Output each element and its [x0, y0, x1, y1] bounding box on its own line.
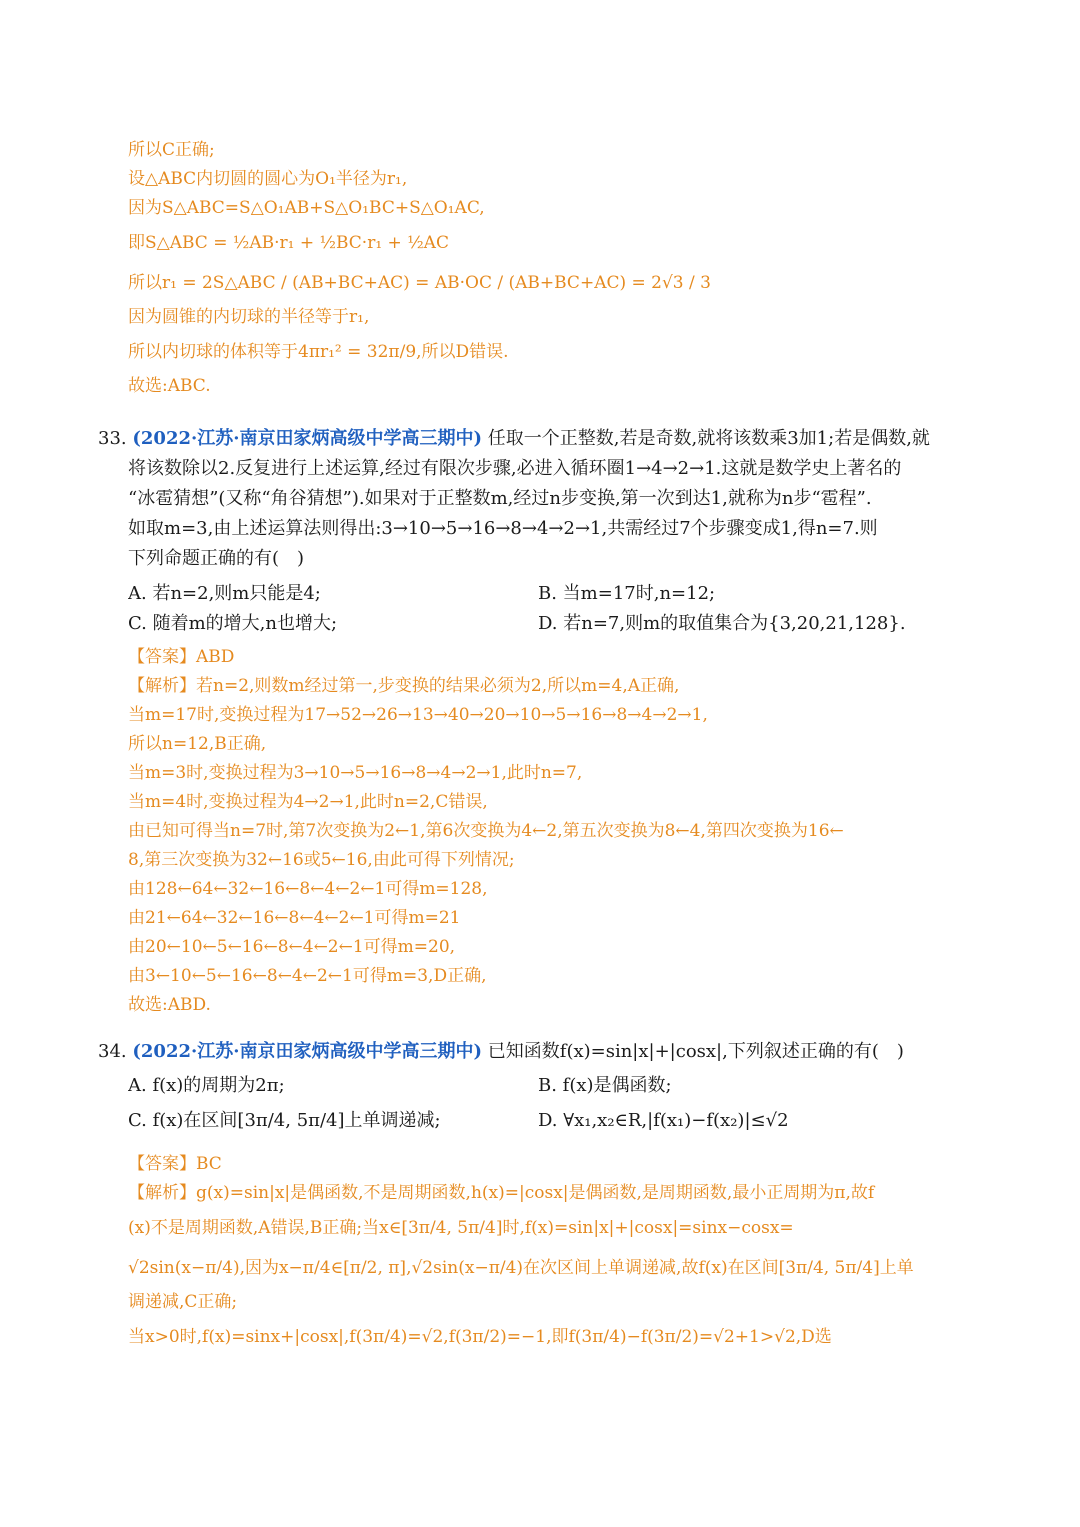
- analysis-line: 由20←10←5←16←8←4←2←1可得m=20,: [128, 937, 456, 957]
- analysis-line: 由128←64←32←16←8←4←2←1可得m=128,: [128, 879, 488, 899]
- solution-line: 即S△ABC = ½AB·r₁ + ½BC·r₁ + ½AC: [128, 233, 449, 253]
- question-source: (2022·江苏·南京田家炳高级中学高三期中): [132, 428, 483, 449]
- option-b: B. 当m=17时,n=12;: [538, 583, 716, 604]
- analysis-line: 由3←10←5←16←8←4←2←1可得m=3,D正确,: [128, 966, 487, 986]
- analysis-line: (x)不是周期函数,A错误,B正确;当x∈[3π/4, 5π/4]时,f(x)=sin|x|+|cosx|=sinx−cosx=: [128, 1218, 794, 1238]
- solution-line: 所以内切球的体积等于4πr₁² = 32π/9,所以D错误.: [128, 342, 509, 362]
- option-b: B. f(x)是偶函数;: [538, 1075, 672, 1096]
- question-stem: 如取m=3,由上述运算法则得出:3→10→5→16→8→4→2→1,共需经过7个步骤变成1,得n=7.则: [128, 518, 878, 539]
- analysis-line: 若n=2,则数m经过第一,步变换的结果必须为2,所以m=4,A正确,: [196, 676, 680, 696]
- question-stem: 下列命题正确的有( ): [128, 548, 305, 569]
- question-stem: 将该数除以2.反复进行上述运算,经过有限次步骤,必进入循环圈1→4→2→1.这就是数学史上著名的: [128, 458, 902, 479]
- analysis-line: √2sin(x−π/4),因为x−π/4∈[π/2, π],√2sin(x−π/4)在次区间上单调递减,故f(x)在区间[3π/4, 5π/4]上单: [128, 1258, 914, 1278]
- answer-tag: 【答案】: [128, 1154, 196, 1174]
- analysis-line: 由21←64←32←16←8←4←2←1可得m=21: [128, 908, 461, 928]
- analysis-tag: 【解析】: [128, 1183, 196, 1203]
- option-a: A. f(x)的周期为2π;: [128, 1075, 285, 1096]
- solution-line: 因为S△ABC=S△O₁AB+S△O₁BC+S△O₁AC,: [128, 198, 485, 218]
- answer-33: [128, 643, 988, 1020]
- answer-tag: 【答案】: [128, 647, 196, 667]
- answer-value: ABD: [196, 647, 235, 667]
- option-c: C. 随着m的增大,n也增大;: [128, 613, 338, 634]
- question-number: 34.: [98, 1041, 127, 1062]
- analysis-line: 当m=3时,变换过程为3→10→5→16→8→4→2→1,此时n=7,: [128, 763, 583, 783]
- question-stem: “冰雹猜想”(又称“角谷猜想”).如果对于正整数m,经过n步变换,第一次到达1,就称为n步“雹程”.: [128, 488, 872, 509]
- solution-line: 所以r₁ = 2S△ABC / (AB+BC+AC) = AB·OC / (AB+BC+AC) = 2√3 / 3: [128, 273, 711, 293]
- option-d: D. 若n=7,则m的取值集合为{3,20,21,128}.: [538, 613, 906, 634]
- analysis-line: 当m=17时,变换过程为17→52→26→13→40→20→10→5→16→8→4→2→1,: [128, 705, 708, 725]
- options-34: [128, 1071, 988, 1141]
- question-number: 33.: [98, 428, 127, 449]
- analysis-line: 当m=4时,变换过程为4→2→1,此时n=2,C错误,: [128, 792, 488, 812]
- analysis-line: 8,第三次变换为32←16或5←16,由此可得下列情况;: [128, 850, 515, 870]
- question-stem: 任取一个正整数,若是奇数,就将该数乘3加1;若是偶数,就: [487, 428, 930, 449]
- analysis-line: 由已知可得当n=7时,第7次变换为2←1,第6次变换为4←2,第五次变换为8←4,第四次变换为16←: [128, 821, 844, 841]
- analysis-tag: 【解析】: [128, 676, 196, 696]
- answer-value: BC: [196, 1154, 222, 1174]
- option-c: C. f(x)在区间[3π/4, 5π/4]上单调递减;: [128, 1110, 441, 1131]
- solution-line: 故选:ABC.: [128, 376, 211, 396]
- prev-solution: [128, 136, 988, 401]
- solution-line: 设△ABC内切圆的圆心为O₁半径为r₁,: [128, 169, 408, 189]
- question-source: (2022·江苏·南京田家炳高级中学高三期中): [132, 1041, 483, 1062]
- option-a: A. 若n=2,则m只能是4;: [128, 583, 321, 604]
- analysis-line: g(x)=sin|x|是偶函数,不是周期函数,h(x)=|cosx|是偶函数,是周期函数,最小正周期为π,故f: [196, 1183, 875, 1203]
- solution-line: 所以C正确;: [128, 140, 215, 160]
- analysis-line: 所以n=12,B正确,: [128, 734, 267, 754]
- analysis-line: 调递减,C正确;: [128, 1292, 238, 1312]
- question-34: [98, 1037, 988, 1067]
- options-33: [128, 579, 988, 639]
- solution-line: 因为圆锥的内切球的半径等于r₁,: [128, 307, 370, 327]
- option-d: D. ∀x₁,x₂∈R,|f(x₁)−f(x₂)|≤√2: [538, 1110, 789, 1131]
- analysis-line: 故选:ABD.: [128, 995, 211, 1015]
- analysis-line: 当x>0时,f(x)=sinx+|cosx|,f(3π/4)=√2,f(3π/2)=−1,即f(3π/4)−f(3π/2)=√2+1>√2,D选: [128, 1327, 832, 1347]
- question-stem: 已知函数f(x)=sin|x|+|cosx|,下列叙述正确的有( ): [487, 1041, 904, 1062]
- question-33: [98, 424, 988, 574]
- answer-34: [128, 1150, 988, 1357]
